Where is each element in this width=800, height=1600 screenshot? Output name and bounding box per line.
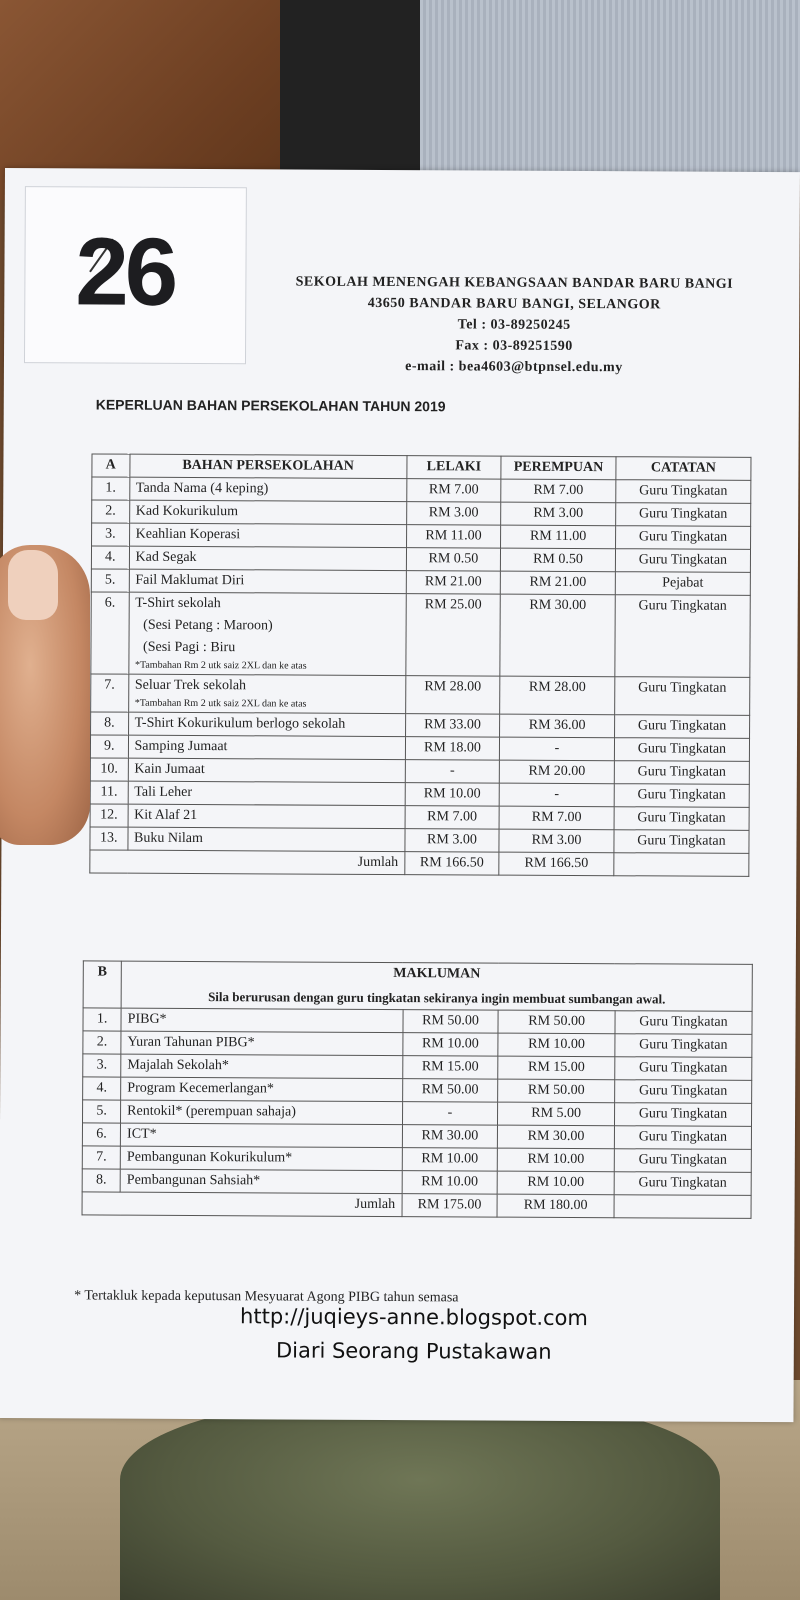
row-item xyxy=(129,500,406,524)
row-number: 8. xyxy=(91,712,129,735)
price-perempuan: RM 28.00 xyxy=(500,676,615,715)
total-row xyxy=(82,1192,751,1219)
catatan: Guru Tingkatan xyxy=(614,761,749,785)
row-item xyxy=(128,758,405,782)
total-label: Jumlah xyxy=(90,850,405,875)
row-item xyxy=(129,546,406,570)
item-name: Kain Jumaat xyxy=(134,761,205,778)
row-number: 13. xyxy=(90,827,128,850)
price-perempuan: RM 30.00 xyxy=(498,1125,615,1149)
number-card xyxy=(24,186,247,364)
price-lelaki: RM 25.00 xyxy=(406,594,501,676)
section-b-info-row xyxy=(83,961,752,1012)
price-perempuan: RM 50.00 xyxy=(498,1079,615,1103)
table-row xyxy=(82,1123,751,1150)
item-name: Kit Alaf 21 xyxy=(134,807,198,824)
item-name: Kad Segak xyxy=(135,549,197,566)
price-lelaki: RM 3.00 xyxy=(405,829,500,852)
total-label: Jumlah xyxy=(82,1192,402,1217)
item-name: T-Shirt Kokurikulum berlogo sekolah xyxy=(134,715,346,732)
table-row xyxy=(90,735,749,761)
item-name: Majalah Sekolah* xyxy=(127,1057,229,1074)
price-lelaki: RM 30.00 xyxy=(402,1125,498,1149)
row-item xyxy=(121,1123,403,1147)
catatan: Guru Tingkatan xyxy=(614,715,749,739)
price-lelaki: RM 10.00 xyxy=(402,1171,498,1195)
row-number: 7. xyxy=(91,674,129,712)
price-perempuan: RM 7.00 xyxy=(501,479,616,503)
row-number: 3. xyxy=(92,523,130,546)
row-item xyxy=(129,569,406,593)
row-item xyxy=(120,1146,402,1170)
price-perempuan: RM 3.00 xyxy=(501,502,616,526)
school-header xyxy=(254,271,775,379)
school-name: SEKOLAH MENENGAH KEBANGSAAN BANDAR BARU BANGI xyxy=(295,274,734,292)
school-address: 43650 BANDAR BARU BANGI, SELANGOR xyxy=(367,295,661,313)
catatan: Guru Tingkatan xyxy=(614,1126,751,1150)
table-row xyxy=(91,712,750,738)
table-row xyxy=(91,592,750,677)
table-row xyxy=(90,781,749,807)
section-a-header-row xyxy=(92,454,751,480)
row-number: 1. xyxy=(92,477,130,500)
section-b-table xyxy=(82,960,753,1219)
total-lelaki: RM 166.50 xyxy=(405,852,500,875)
row-number: 12. xyxy=(90,804,128,827)
row-number: 11. xyxy=(90,781,128,804)
row-item xyxy=(129,523,406,547)
row-item xyxy=(121,1100,403,1124)
section-a-table xyxy=(89,453,751,876)
catatan: Guru Tingkatan xyxy=(614,1080,751,1104)
total-perempuan: RM 180.00 xyxy=(497,1194,614,1218)
table-row xyxy=(83,1077,752,1104)
total-row xyxy=(90,850,749,876)
price-lelaki: RM 10.00 xyxy=(405,783,500,806)
section-a-label: A xyxy=(92,454,130,477)
catatan: Guru Tingkatan xyxy=(615,549,750,573)
row-number: 2. xyxy=(92,500,130,523)
school-email: e-mail : bea4603@btpnsel.edu.my xyxy=(405,359,623,376)
price-perempuan: RM 3.00 xyxy=(499,829,614,853)
catatan: Guru Tingkatan xyxy=(614,1103,751,1127)
row-number: 9. xyxy=(90,735,128,758)
catatan: Guru Tingkatan xyxy=(615,1057,752,1081)
row-item xyxy=(121,1008,403,1032)
thumb-nail xyxy=(8,550,58,620)
table-row xyxy=(91,569,750,595)
row-number: 6. xyxy=(91,592,129,674)
item-name: Buku Nilam xyxy=(134,830,203,847)
catatan: Guru Tingkatan xyxy=(615,1011,752,1035)
row-item xyxy=(128,735,405,759)
row-number: 3. xyxy=(83,1054,121,1077)
cloth-background xyxy=(420,0,800,175)
blog-url: http://juqieys-anne.blogspot.com xyxy=(240,1304,588,1331)
price-perempuan: RM 30.00 xyxy=(500,594,615,677)
school-fax: Fax : 03-89251590 xyxy=(455,338,573,354)
price-lelaki: RM 3.00 xyxy=(406,502,501,525)
table-row xyxy=(92,523,751,549)
blog-name: Diari Seorang Pustakawan xyxy=(275,1338,552,1364)
row-item xyxy=(128,712,405,736)
row-number: 4. xyxy=(91,546,129,569)
table-row xyxy=(90,758,749,784)
item-name: Program Kecemerlangan* xyxy=(127,1080,274,1097)
price-lelaki: RM 10.00 xyxy=(402,1148,498,1172)
price-perempuan: RM 20.00 xyxy=(499,760,614,784)
table-row xyxy=(90,827,749,853)
catatan: Guru Tingkatan xyxy=(615,677,750,716)
item-name: Keahlian Koperasi xyxy=(135,526,241,543)
table-row xyxy=(83,1031,752,1058)
row-item xyxy=(121,1031,403,1055)
section-a-body xyxy=(90,454,751,876)
total-lelaki: RM 175.00 xyxy=(402,1194,498,1218)
row-number: 5. xyxy=(91,569,129,592)
footnote: * Tertakluk kepada keputusan Mesyuarat Agong PIBG tahun semasa xyxy=(74,1288,459,1306)
price-lelaki: - xyxy=(402,1102,498,1126)
catatan: Guru Tingkatan xyxy=(614,1149,751,1173)
total-catatan-empty xyxy=(614,853,749,877)
catatan: Guru Tingkatan xyxy=(615,1034,752,1058)
table-row xyxy=(82,1146,751,1173)
catatan: Guru Tingkatan xyxy=(614,830,749,854)
row-item xyxy=(120,1169,402,1193)
table-row xyxy=(92,477,751,503)
blog-watermark xyxy=(224,1299,604,1369)
price-lelaki: RM 33.00 xyxy=(405,714,500,737)
document-title: KEPERLUAN BAHAN PERSEKOLAHAN TAHUN 2019 xyxy=(95,396,446,415)
item-name: Pembangunan Sahsiah* xyxy=(126,1172,261,1189)
row-item xyxy=(128,674,405,713)
row-item xyxy=(128,804,405,828)
price-perempuan: RM 10.00 xyxy=(498,1148,615,1172)
section-b-info xyxy=(121,961,752,1011)
catatan: Guru Tingkatan xyxy=(614,738,749,762)
price-perempuan: RM 5.00 xyxy=(498,1102,615,1126)
catatan: Guru Tingkatan xyxy=(616,480,751,504)
item-name: T-Shirt sekolah xyxy=(135,595,221,612)
header-lelaki: LELAKI xyxy=(407,456,502,479)
item-name: Rentokil* (perempuan sahaja) xyxy=(127,1103,296,1120)
total-catatan-empty xyxy=(614,1195,751,1219)
price-lelaki: RM 21.00 xyxy=(406,571,501,594)
price-lelaki: RM 7.00 xyxy=(407,479,502,502)
row-number: 4. xyxy=(83,1077,121,1100)
item-name: PIBG* xyxy=(127,1011,167,1027)
item-name: Tanda Nama (4 keping) xyxy=(135,480,269,497)
price-perempuan: RM 50.00 xyxy=(498,1010,615,1034)
card-number: 26 xyxy=(75,218,175,326)
row-number: 2. xyxy=(83,1031,121,1054)
header-perempuan: PEREMPUAN xyxy=(501,456,616,480)
item-name: Kad Kokurikulum xyxy=(135,503,239,520)
document-sheet xyxy=(0,168,800,1422)
item-note: *Tambahan Rm 2 utk saiz 2XL dan ke atas xyxy=(134,697,307,710)
section-b-label: B xyxy=(83,961,121,1008)
row-number: 6. xyxy=(82,1123,120,1146)
price-perempuan: RM 15.00 xyxy=(498,1056,615,1080)
item-name: Seluar Trek sekolah xyxy=(134,677,247,694)
table-row xyxy=(82,1169,751,1196)
catatan: Guru Tingkatan xyxy=(614,784,749,808)
price-perempuan: RM 10.00 xyxy=(498,1171,615,1195)
price-lelaki: RM 28.00 xyxy=(405,676,500,714)
price-perempuan: RM 10.00 xyxy=(498,1033,615,1057)
item-sub-detail: (Sesi Pagi : Biru xyxy=(143,639,236,656)
total-perempuan: RM 166.50 xyxy=(499,852,614,876)
item-name: Yuran Tahunan PIBG* xyxy=(127,1034,255,1051)
row-item xyxy=(121,1077,403,1101)
item-name: Tali Leher xyxy=(134,784,193,800)
price-lelaki: RM 18.00 xyxy=(405,737,500,760)
price-lelaki: RM 15.00 xyxy=(402,1056,498,1080)
section-b-text: Sila berurusan dengan guru tingkatan sekiranya ingin membuat sumbangan awal. xyxy=(208,989,666,1007)
price-lelaki: RM 0.50 xyxy=(406,548,501,571)
item-name: Fail Maklumat Diri xyxy=(135,572,245,589)
table-row xyxy=(91,674,750,715)
section-b-body xyxy=(82,961,752,1218)
price-lelaki: RM 11.00 xyxy=(406,525,501,548)
row-item xyxy=(121,1054,403,1078)
price-perempuan: - xyxy=(500,737,615,761)
catatan: Guru Tingkatan xyxy=(616,503,751,527)
header-catatan: CATATAN xyxy=(616,457,751,481)
price-lelaki: RM 50.00 xyxy=(402,1079,498,1103)
price-perempuan: RM 7.00 xyxy=(499,806,614,830)
school-tel: Tel : 03-89250245 xyxy=(457,317,571,333)
catatan: Guru Tingkatan xyxy=(614,807,749,831)
price-lelaki: RM 50.00 xyxy=(403,1010,499,1034)
table-row xyxy=(92,500,751,526)
price-lelaki: RM 7.00 xyxy=(405,806,500,829)
row-number: 10. xyxy=(90,758,128,781)
catatan: Pejabat xyxy=(615,572,750,596)
row-number: 8. xyxy=(82,1169,120,1192)
catatan: Guru Tingkatan xyxy=(615,526,750,550)
table-row xyxy=(90,804,749,830)
price-perempuan: RM 21.00 xyxy=(500,571,615,595)
row-item xyxy=(128,592,406,675)
item-name: Pembangunan Kokurikulum* xyxy=(126,1149,293,1166)
row-number: 7. xyxy=(82,1146,120,1169)
header-item: BAHAN PERSEKOLAHAN xyxy=(129,454,406,478)
item-name: Samping Jumaat xyxy=(134,738,228,755)
price-perempuan: RM 11.00 xyxy=(501,525,616,549)
price-perempuan: - xyxy=(499,783,614,807)
price-perempuan: RM 36.00 xyxy=(500,714,615,738)
price-lelaki: - xyxy=(405,760,500,783)
price-lelaki: RM 10.00 xyxy=(402,1033,498,1057)
catatan: Guru Tingkatan xyxy=(614,1172,751,1196)
price-perempuan: RM 0.50 xyxy=(501,548,616,572)
row-number: 1. xyxy=(83,1008,121,1031)
table-row xyxy=(91,546,750,572)
section-b-title: MAKLUMAN xyxy=(393,966,481,982)
row-item xyxy=(129,477,406,501)
pants-background xyxy=(120,1400,720,1600)
item-note: *Tambahan Rm 2 utk saiz 2XL dan ke atas xyxy=(134,659,307,672)
item-sub-detail: (Sesi Petang : Maroon) xyxy=(143,617,273,634)
table-row xyxy=(83,1054,752,1081)
row-item xyxy=(128,781,405,805)
table-row xyxy=(83,1100,752,1127)
row-item xyxy=(127,827,404,851)
item-name: ICT* xyxy=(127,1126,157,1142)
table-row xyxy=(83,1008,752,1035)
row-number: 5. xyxy=(83,1100,121,1123)
catatan: Guru Tingkatan xyxy=(615,595,751,678)
